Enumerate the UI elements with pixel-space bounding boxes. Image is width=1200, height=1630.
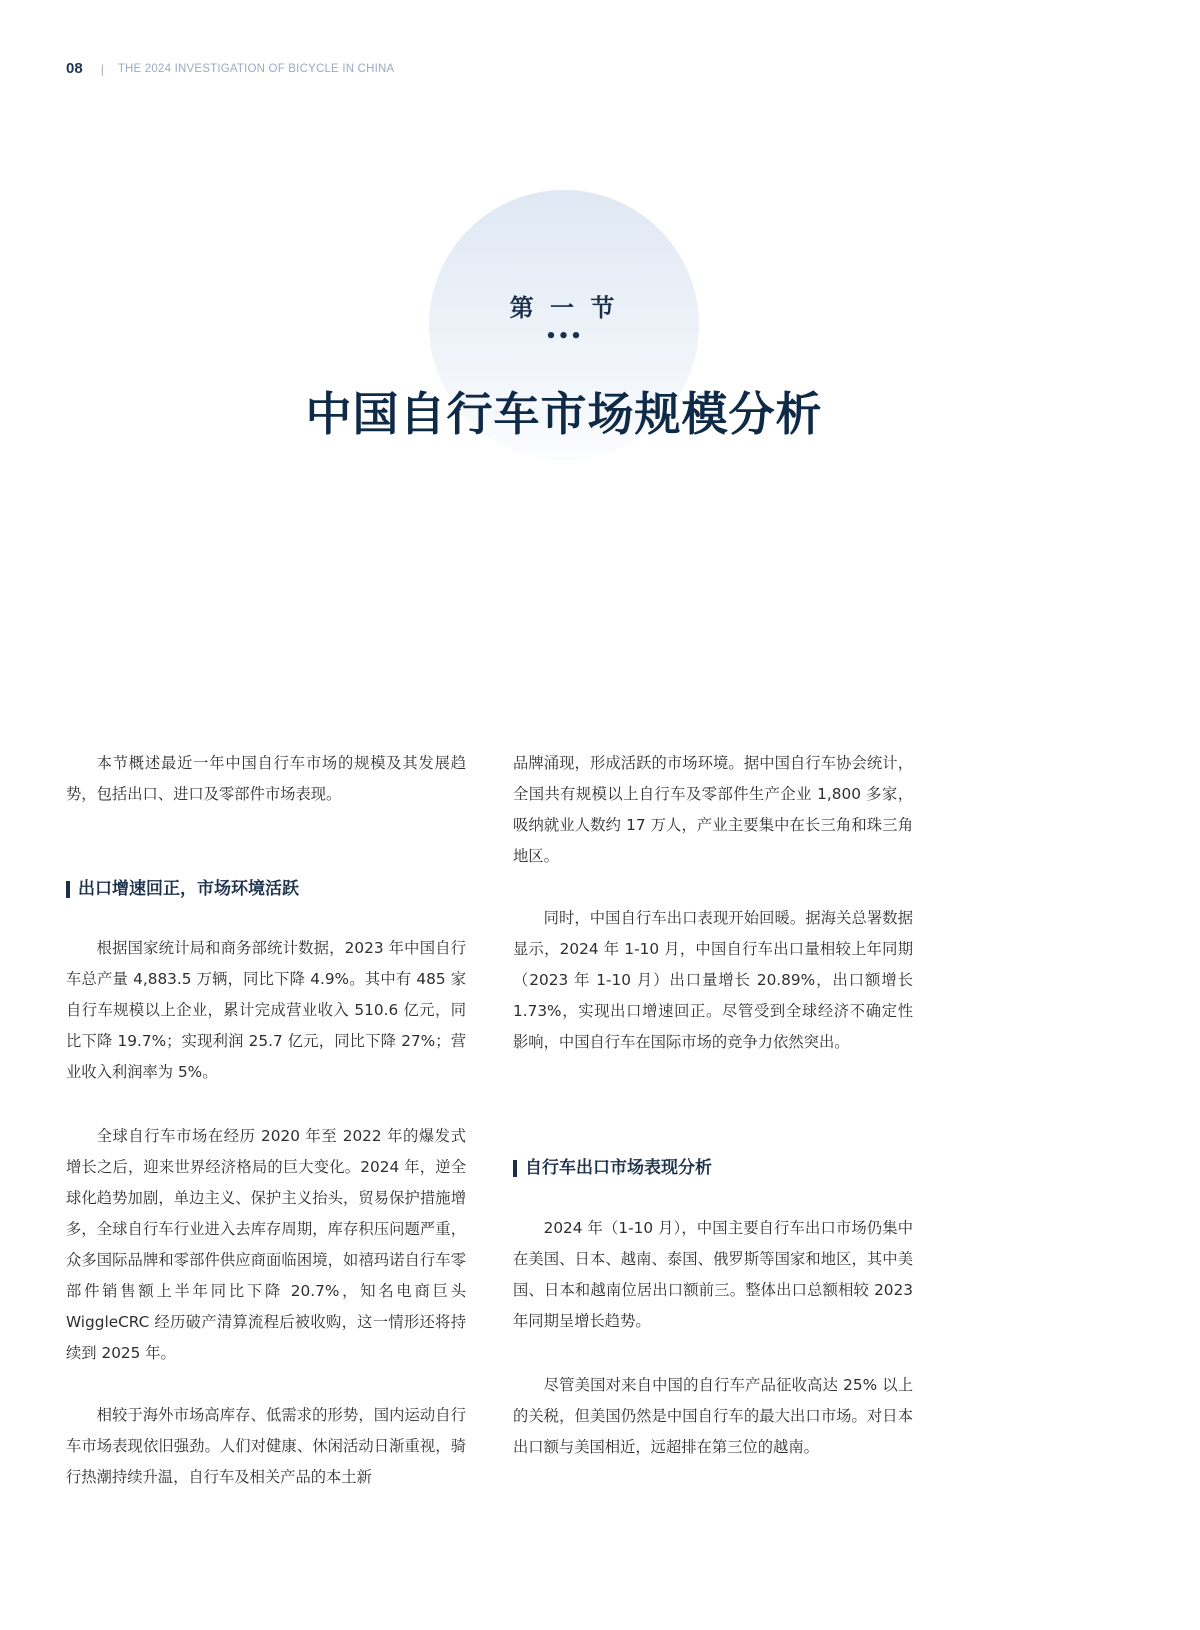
subheading-export-market xyxy=(513,1153,913,1184)
left-column xyxy=(66,748,466,810)
right-paragraph-block xyxy=(513,1370,913,1463)
page-number: 08 xyxy=(66,60,83,77)
left-paragraph-block xyxy=(66,1121,466,1369)
paragraph: 根据国家统计局和商务部统计数据，2023 年中国自行车总产量 4,883.5 万辆，同比下降 4.9%。其中有 485 家自行车规模以上企业，累计完成营业收入 510.6 亿元，同比下降 19.7%；实现利润 25.7 亿元，同比下降 27%；营业收入利润率为 5%。 xyxy=(66,939,466,1081)
section-dots: ••• xyxy=(545,326,583,347)
heading-bar xyxy=(66,881,70,898)
right-paragraph-block xyxy=(513,748,913,872)
subheading-export-growth xyxy=(66,874,466,905)
subheading-text: 自行车出口市场表现分析 xyxy=(525,1158,712,1178)
paragraph: 全球自行车市场在经历 2020 年至 2022 年的爆发式增长之后，迎来世界经济格局的巨大变化。2024 年，逆全球化趋势加剧，单边主义、保护主义抬头，贸易保护措施增多，全球自行车行业进入去库存周期，库存积压问题严重，众多国际品牌和零部件供应商面临困境，如禧玛诺自行车零部件销售额上半年同比下降 20.7%，知名电商巨头 WiggleCRC 经历破产清算流程后被收购，这一情形还将持续到 2025 年。 xyxy=(66,1127,466,1362)
running-title: THE 2024 INVESTIGATION OF BICYCLE IN CHINA xyxy=(117,62,395,75)
paragraph-continued: 品牌涌现，形成活跃的市场环境。据中国自行车协会统计，全国共有规模以上自行车及零部件生产企业 1,800 多家，吸纳就业人数约 17 万人，产业主要集中在长三角和珠三角地区。 xyxy=(513,754,913,865)
heading-bar xyxy=(513,1160,517,1177)
left-paragraph-block xyxy=(66,1400,466,1493)
section-label: 第 一 节 xyxy=(509,294,619,322)
left-paragraph-block xyxy=(66,933,466,1088)
intro-paragraph: 本节概述最近一年中国自行车市场的规模及其发展趋势，包括出口、进口及零部件市场表现。 xyxy=(66,754,466,803)
right-paragraph-block xyxy=(513,1213,913,1337)
paragraph: 2024 年（1-10 月），中国主要自行车出口市场仍集中在美国、日本、越南、泰国、俄罗斯等国家和地区，其中美国、日本和越南位居出口额前三。整体出口总额相较 2023 年同期呈增长趋势。 xyxy=(513,1219,913,1330)
right-paragraph-block xyxy=(513,903,913,1058)
header-separator: | xyxy=(100,61,104,76)
paragraph: 尽管美国对来自中国的自行车产品征收高达 25% 以上的关税，但美国仍然是中国自行车的最大出口市场。对日本出口额与美国相近，远超排在第三位的越南。 xyxy=(513,1376,913,1456)
left-heading-block xyxy=(66,874,466,905)
subheading-text: 出口增速回正，市场环境活跃 xyxy=(78,879,299,899)
paragraph: 相较于海外市场高库存、低需求的形势，国内运动自行车市场表现依旧强劲。人们对健康、休闲活动日渐重视，骑行热潮持续升温，自行车及相关产品的本土新 xyxy=(66,1406,466,1486)
section-title: 中国自行车市场规模分析 xyxy=(305,387,823,441)
running-header xyxy=(66,60,394,77)
paragraph: 同时，中国自行车出口表现开始回暖。据海关总署数据显示，2024 年 1-10 月，中国自行车出口量相较上年同期（2023 年 1-10 月）出口量增长 20.89%，出口额增长 1.73%，实现出口增速回正。尽管受到全球经济不确定性影响，中国自行车在国际市场的竞争力依然突出。 xyxy=(513,909,913,1051)
right-heading-block xyxy=(513,1153,913,1184)
